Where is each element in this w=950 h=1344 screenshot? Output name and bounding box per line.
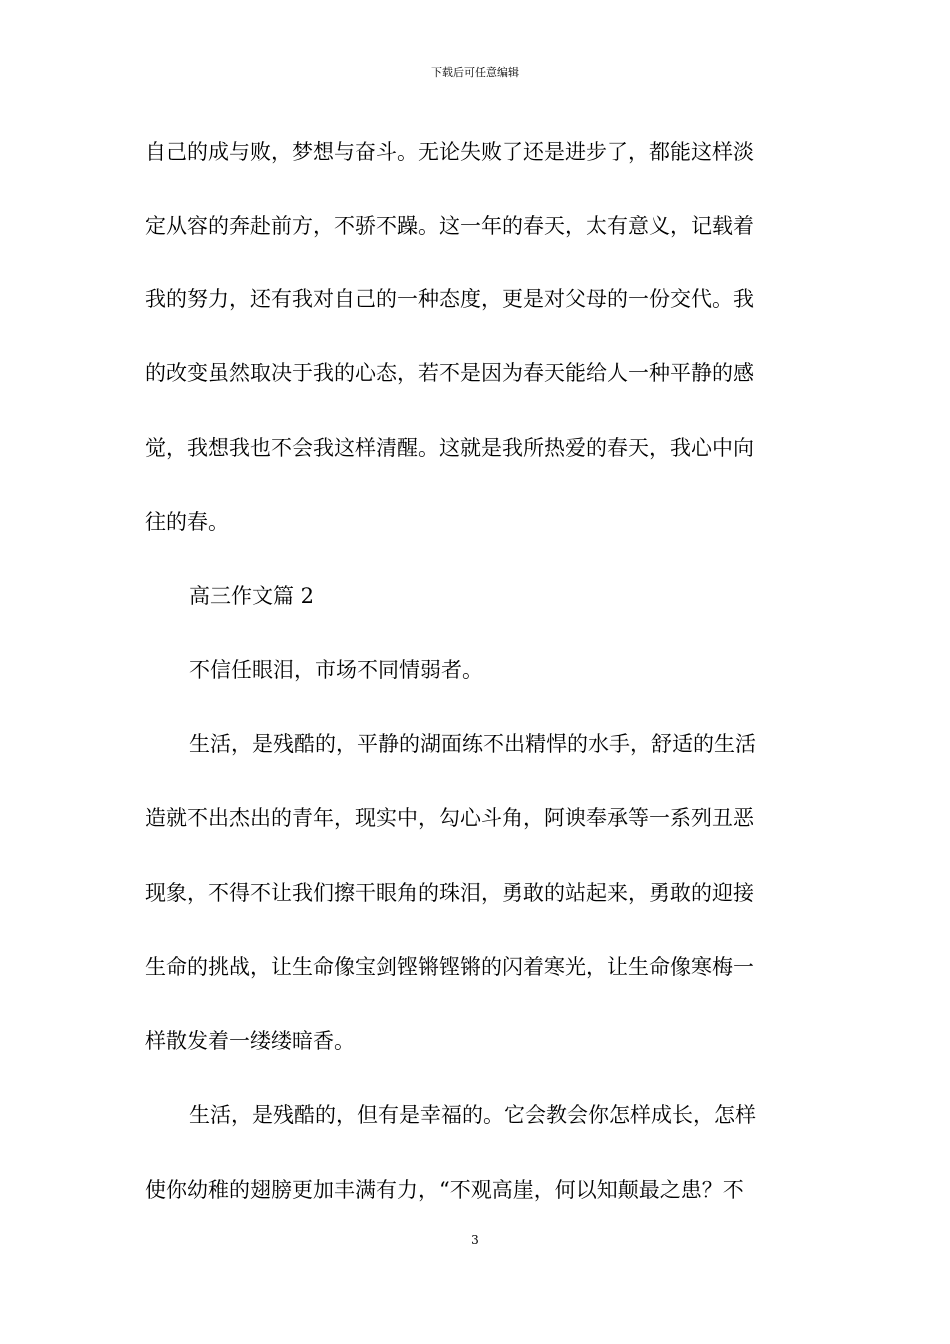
text-line: 自己的成与败，梦想与奋斗。无论失败了还是进步了，都能这样淡 xyxy=(145,140,754,164)
text-line: 我的努力，还有我对自己的一种态度，更是对父母的一份交代。我 xyxy=(145,287,754,311)
section-heading: 高三作文篇 2 xyxy=(189,584,315,608)
text-line: 使你幼稚的翅膀更加丰满有力，“不观高崖，何以知颠最之患？不 xyxy=(145,1178,744,1202)
text-line: 往的春。 xyxy=(145,510,229,534)
text-line: 不信任眼泪，市场不同情弱者。 xyxy=(189,658,483,682)
page-number: 3 xyxy=(471,1233,479,1247)
text-line: 的改变虽然取决于我的心态，若不是因为春天能给人一种平静的感 xyxy=(145,361,754,385)
page-header: 下载后可任意编辑 xyxy=(431,66,519,79)
text-line: 样散发着一缕缕暗香。 xyxy=(145,1029,355,1053)
text-line: 生活，是残酷的，但有是幸福的。它会教会你怎样成长，怎样 xyxy=(189,1103,756,1127)
text-line: 造就不出杰出的青年，现实中，勾心斗角，阿谀奉承等一系列丑恶 xyxy=(145,806,754,830)
text-line: 觉，我想我也不会我这样清醒。这就是我所热爱的春天，我心中向 xyxy=(145,436,754,460)
text-line: 生命的挑战，让生命像宝剑铿锵铿锵的闪着寒光，让生命像寒梅一 xyxy=(145,955,754,979)
text-line: 生活，是残酷的，平静的湖面练不出精悍的水手，舒适的生活 xyxy=(189,732,756,756)
text-line: 现象，不得不让我们擦干眼角的珠泪，勇敢的站起来，勇敢的迎接 xyxy=(145,881,754,905)
text-line: 定从容的奔赴前方，不骄不躁。这一年的春天，太有意义，记载着 xyxy=(145,214,754,238)
